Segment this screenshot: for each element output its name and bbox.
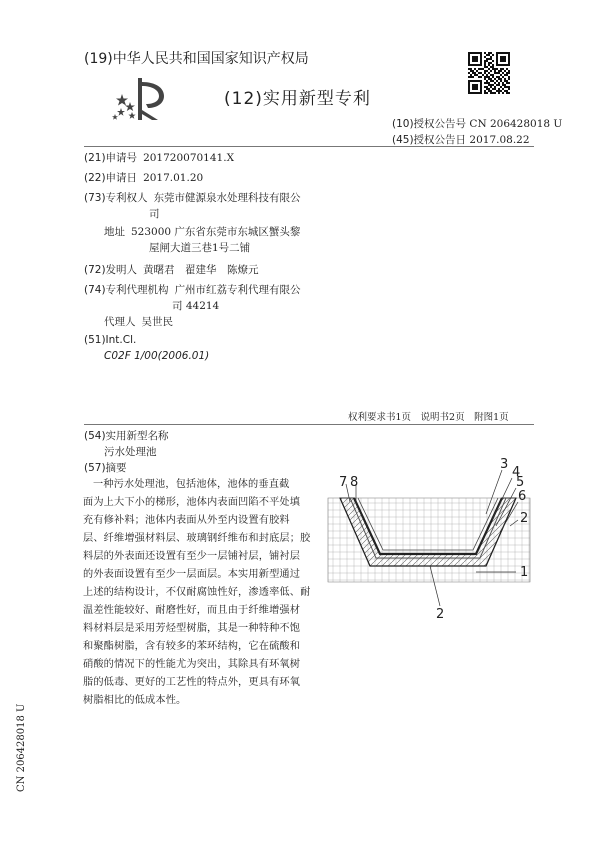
abstract-line: 上述的结构设计，不仅耐腐蚀性好，渗透率低、耐 (83, 587, 311, 598)
abstract-label: (57)摘要 (84, 462, 127, 474)
mid-divider (84, 424, 534, 425)
figure-reference-numeral: 5 (516, 475, 525, 490)
patent-agency-value-line2: 司 44214 (172, 300, 220, 312)
abstract-line: 温差性能较好、耐磨性好，而且由于纤维增强材 (83, 605, 301, 616)
address-value-line2: 屋闸大道三巷1号二铺 (149, 242, 251, 254)
publication-date-label: (45)授权公告日 (392, 134, 467, 146)
abstract-line: 的外表面设置有至少一层面层。本实用新型通过 (83, 569, 301, 580)
figure-reference-numeral: 1 (520, 565, 529, 580)
patentee (84, 190, 301, 206)
publication-number (392, 116, 562, 131)
qr-code-icon (468, 52, 510, 94)
patentee-value-line1: 东莞市健源泉水处理科技有限公 (153, 192, 301, 204)
int-classification-value: C02F 1/00(2006.01) (104, 350, 210, 362)
figure-reference-numeral: 6 (518, 489, 527, 504)
figure-reference-numeral: 2 (520, 511, 529, 526)
address-label: 地址 (104, 226, 125, 238)
utility-model-name: 污水处理池 (104, 446, 157, 458)
int-classification-label: (51)Int.Cl. (84, 334, 137, 346)
header-divider (84, 146, 534, 147)
application-date-value: 2017.01.20 (143, 172, 204, 184)
inventors-value: 黄曙君 翟建华 陈燎元 (143, 264, 259, 276)
patent-agency-value-line1: 广州市红荔专利代理有限公 (174, 284, 301, 296)
inventors (84, 262, 259, 278)
abstract-line: 树脂相比的低成本性。 (83, 695, 187, 706)
abstract-line: 充有修补料；池体内表面从外至内设置有胶料 (83, 515, 290, 526)
abstract-line: 层、纤维增强材料层、玻璃钢纤维布和封底层；胶 (83, 533, 311, 544)
figure-reference-numeral: 7 (339, 475, 348, 490)
abstract-line: 一种污水处理池，包括池体，池体的垂直截 (93, 479, 290, 490)
side-publication-number: CN 206428018 U (16, 703, 27, 792)
application-number-value: 201720070141.X (143, 152, 235, 164)
publication-number-value: CN 206428018 U (469, 118, 563, 130)
agent-label: 代理人 (104, 316, 136, 328)
patentee-label: (73)专利权人 (84, 192, 148, 204)
figure-reference-numeral: 2 (436, 607, 445, 622)
figure-reference-numeral: 3 (500, 457, 509, 472)
document-type: (12)实用新型专利 (224, 89, 371, 109)
publication-date-value: 2017.08.22 (469, 134, 530, 146)
agent (104, 314, 173, 330)
patent-agency-label: (74)专利代理机构 (84, 284, 169, 296)
cnipa-logo-icon (112, 72, 172, 124)
abstract-line: 硝酸的情况下的性能尤为突出，其除具有环氧树 (83, 659, 301, 670)
tank-cross-section-figure (326, 454, 532, 624)
publication-date (392, 132, 530, 147)
abstract-line: 脂的低毒、更好的工艺性的特点外，更具有环氧 (83, 677, 301, 688)
abstract-text (83, 476, 323, 710)
inventors-label: (72)发明人 (84, 264, 138, 276)
abstract-line: 料层的外表面还设置有至少一层铺衬层，铺衬层 (83, 551, 301, 562)
abstract-line: 和聚酯树脂，含有较多的苯环结构，它在硫酸和 (83, 641, 301, 652)
application-number (84, 150, 234, 166)
address-value-line1: 523000 广东省东莞市东城区蟹头黎 (131, 226, 301, 238)
application-date-label: (22)申请日 (84, 172, 138, 184)
application-number-label: (21)申请号 (84, 152, 138, 164)
publication-number-label: (10)授权公告号 (392, 118, 467, 130)
page-count-info: 权利要求书1页 说明书2页 附图1页 (348, 412, 509, 423)
abstract-line: 料材料层是采用芳烃型树脂，其是一种特种不饱 (83, 623, 301, 634)
utility-model-name-label: (54)实用新型名称 (84, 430, 169, 442)
office-name: (19)中华人民共和国国家知识产权局 (84, 51, 309, 67)
agent-value: 吴世民 (141, 316, 173, 328)
patentee-value-line2: 司 (149, 208, 160, 220)
patent-agency (84, 282, 301, 298)
address (104, 224, 300, 240)
abstract-line: 面为上大下小的梯形，池体内表面凹陷不平处填 (83, 497, 301, 508)
application-date (84, 170, 203, 186)
figure-reference-numeral: 8 (350, 475, 359, 490)
figure-reference-numeral: 4 (512, 465, 521, 480)
